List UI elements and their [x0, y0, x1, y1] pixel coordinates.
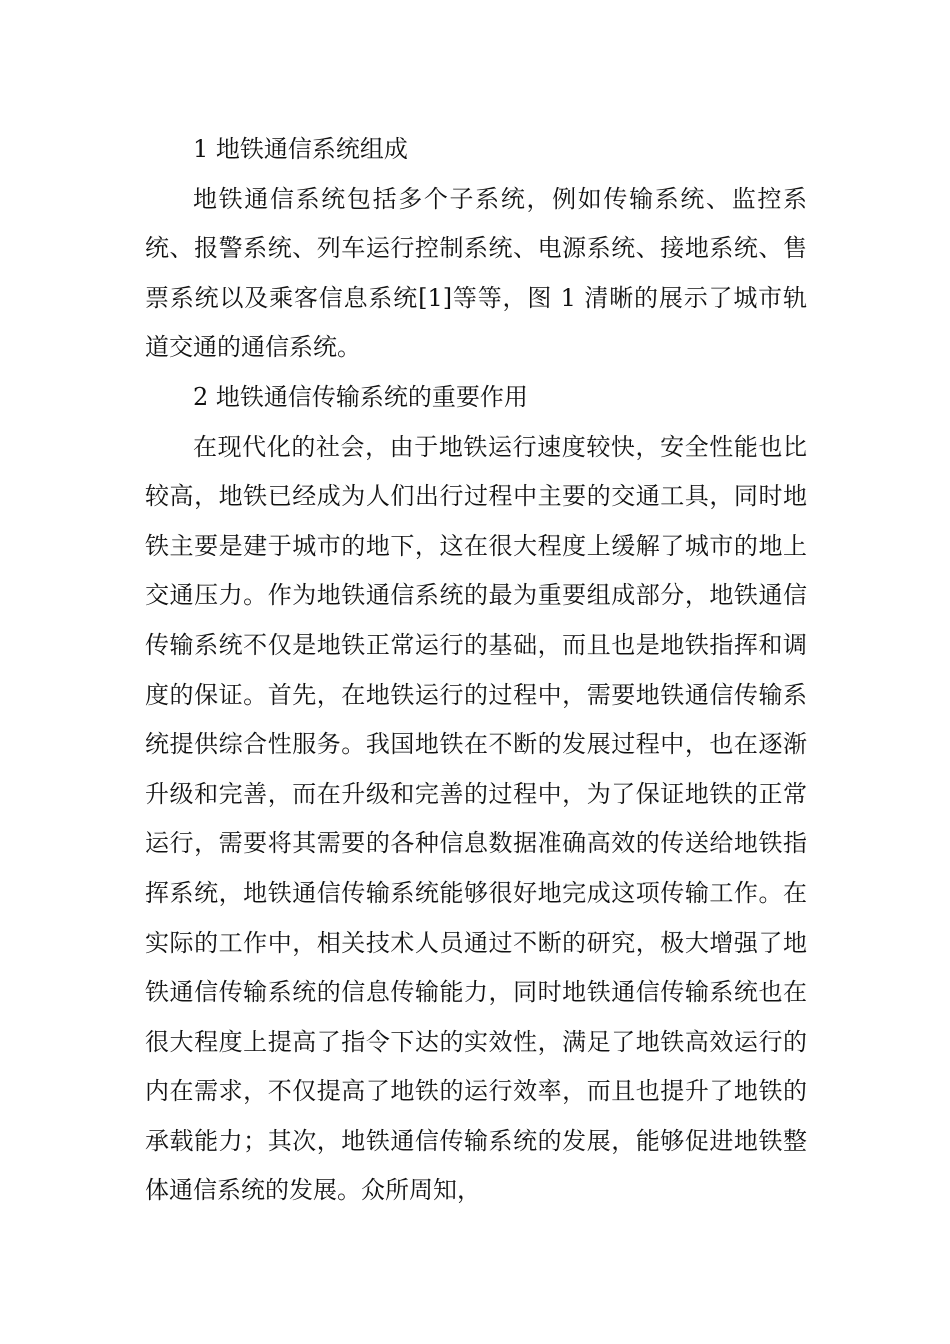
paragraph-1: 地铁通信系统包括多个子系统，例如传输系统、监控系统、报警系统、列车运行控制系统、电源系统、接地系统、售票系统以及乘客信息系统[1]等等，图 1 清晰的展示了城市轨道交通的通信系统。 [145, 184, 807, 362]
section-heading-1: 1 地铁通信系统组成 [193, 135, 408, 163]
document-body [145, 125, 807, 1216]
paragraph-2: 在现代化的社会，由于地铁运行速度较快，安全性能也比较高，地铁已经成为人们出行过程中主要的交通工具，同时地铁主要是建于城市的地下，这在很大程度上缓解了城市的地上交通压力。作为地铁通信系统的最为重要组成部分，地铁通信传输系统不仅是地铁正常运行的基础，而且也是地铁指挥和调度的保证。首先，在地铁运行的过程中，需要地铁通信传输系统提供综合性服务。我国地铁在不断的发展过程中，也在逐渐升级和完善，而在升级和完善的过程中，为了保证地铁的正常运行，需要将其需要的各种信息数据准确高效的传送给地铁指挥系统，地铁通信传输系统能够很好地完成这项传输工作。在实际的工作中，相关技术人员通过不断的研究，极大增强了地铁通信传输系统的信息传输能力，同时地铁通信传输系统也在很大程度上提高了指令下达的实效性，满足了地铁高效运行的内在需求，不仅提高了地铁的运行效率，而且也提升了地铁的承载能力；其次，地铁通信传输系统的发展，能够促进地铁整体通信系统的发展。众所周知， [145, 432, 807, 1205]
section-heading-2: 2 地铁通信传输系统的重要作用 [193, 382, 528, 411]
